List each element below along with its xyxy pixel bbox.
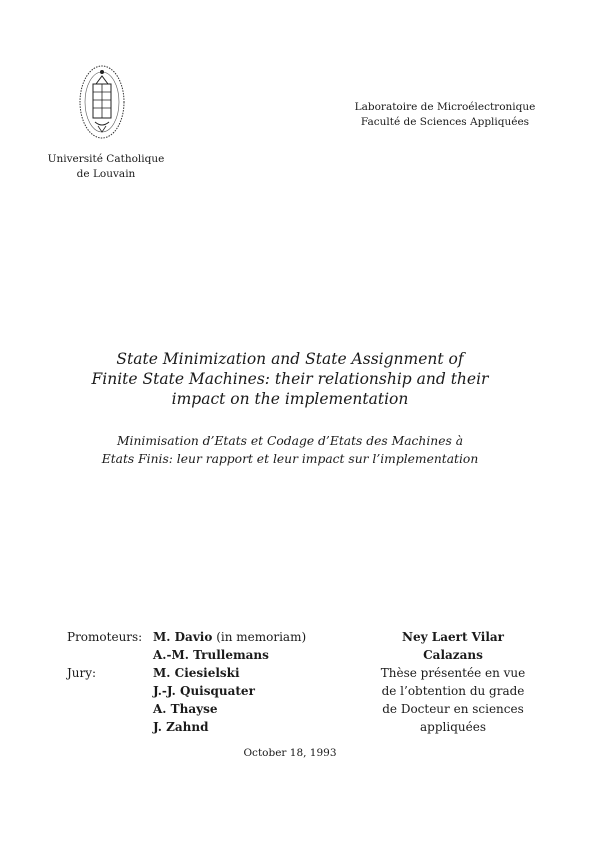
candidate-name: Ney Laert Vilar [402,630,504,644]
thesis-date: October 18, 1993 [243,747,337,759]
university-line: Université Catholique [47,153,165,165]
jury-member-name: J. Zahnd [153,720,209,734]
title-line: Etats Finis: leur rapport et leur impact sur l’implementation [101,452,479,466]
jury-label: Jury: [67,666,97,680]
jury-member [153,718,208,736]
thesis-title-french [60,432,520,468]
promoteur-entry [153,628,306,646]
title-line: Finite State Machines: their relationship and their [91,370,489,388]
thesis-title-english [60,349,520,409]
thesis-note-line: de l’obtention du grade [381,684,525,698]
promoteur-name: M. Davio [153,630,213,644]
thesis-note-line: de Docteur en sciences [382,702,524,716]
jury-member-name: A. Thayse [153,702,218,716]
jury-member [153,682,255,700]
promoteur-name: A.-M. Trullemans [153,648,269,662]
university-line: de Louvain [76,167,136,180]
thesis-note-line: appliquées [420,720,486,734]
laboratory-name [330,100,560,129]
laboratory-line: Laboratoire de Microélectronique [354,101,536,113]
promoteur-entry [153,646,269,664]
jury-member-name: J.-J. Quisquater [153,684,255,698]
faculty-line: Faculté de Sciences Appliquées [360,115,530,128]
university-name [30,152,182,181]
thesis-note-line: Thèse présentée en vue [380,666,526,680]
jury-member-name: M. Ciesielski [153,666,240,680]
promoteur-note: (in memoriam) [216,630,307,644]
candidate-name: Calazans [423,648,483,662]
promoteurs-label: Promoteurs: [67,630,143,644]
jury-member [153,700,217,718]
university-seal-logo [76,62,128,142]
title-line: State Minimization and State Assignment of [116,350,464,368]
title-line: Minimisation d’Etats et Codage d’Etats des Machines à [116,434,464,448]
jury-member [153,664,240,682]
title-line: impact on the implementation [171,390,409,408]
candidate-block [372,628,534,736]
